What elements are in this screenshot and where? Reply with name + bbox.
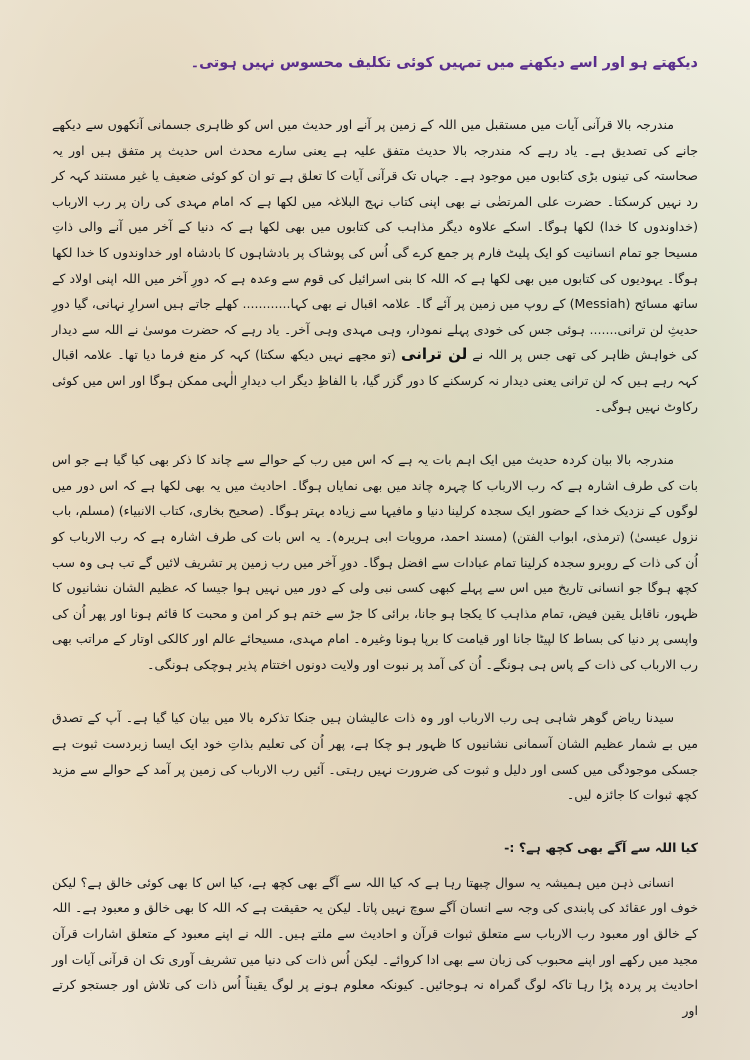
- article-body: [52, 52, 698, 1040]
- paragraph-1-text-end: (تو مجھے نہیں دیکھ سکتا) کہہ کر منع فرما دیا تھا۔ علامہ اقبال کہہ رہے ہیں کہ لن ترانی یعنی دیدار نہ کرسکنے کا دور گزر گیا، با الفاظِ دیگر اب دیدارِ الٰہی ممکن ہوگا اور اس میں کوئی رکاوٹ نہیں ہوگی۔: [52, 347, 698, 414]
- paragraph-3: سیدنا ریاض گوھر شاہی ہی رب الارباب اور وہ ذات عالیشان ہیں جنکا تذکرہ بالا میں بیان کیا گیا ہے۔ آپ کے تصدق میں بے شمار عظیم الشان آسمانی نشانیوں کا ظہور ہو چکا ہے، پھر اُن کی تعلیم بذاتِ خود ایک ایسا زبردست ثبوت ہے جسکی موجودگی میں کسی اور دلیل و ثبوت کی ضرورت نہیں رہتی۔ آئیں رب الارباب کی زمین پر آمد کے حوالے سے مزید کچھ ثبوات کا جائزہ لیں۔: [52, 710, 698, 803]
- paragraph-1-text-start: مندرجہ بالا قرآنی آیات میں مستقبل میں اللہ کے زمین پر آنے اور حدیث میں اس کو ظاہری جسمانی آنکھوں سے دیکھے جانے کی تصدیق ہے۔ یاد رہے کہ مندرجہ بالا حدیث متفق علیہ ہے یعنی سارے محدث اس حدیث پر متفق ہیں اور یہ صحاستہ کی تینوں بڑی کتابوں میں موجود ہے۔ جہاں تک قرآنی آیات کا تعلق ہے تو ان کو کوئی ضعیف یا غیر مستند کہہ کر رد نہیں کرسکتا۔ حضرت علی المرتضٰی نے بھی اپنی کتاب نہج البلاغہ میں لکھا ہے کہ امام مہدی کی ران پر رب الارباب (خداوندوں کا خدا) لکھا ہوگا۔ اسکے علاوہ دیگر مذاہب کی کتابوں میں بھی لکھا ہے کہ دنیا کے آخر میں آنے والی ذاتِ مسیحا جو تمام انسانیت کو ایک پلیٹ فارم پر جمع کرے گی اُس کی پوشاک پر بادشاہوں کا بادشاہ اور خداوندوں کا خدا لکھا ہوگا۔ یہودیوں کی کتابوں میں بھی لکھا ہے کہ اللہ کا بنی اسرائیل کی قوم سے وعدہ ہے کہ دورِ آخر میں اللہ اپنی اولاد کے ساتھ مسائح (Messiah) کے روپ میں زمین پر آئے گا۔ علامہ اقبال نے بھی کہا............ کھلے جاتے ہیں اسرارِ نہانی، گیا دورِ حدیثِ لن ترانی....... ہوئی جس کی خودی پہلے نمودار، وہی مہدی وہی آخر۔ یاد رہے کہ حضرت موسیٰ نے اللہ سے دیدار کی خواہش ظاہر کی تھی جس پر اللہ نے: [52, 117, 699, 363]
- paragraph-2: مندرجہ بالا بیان کردہ حدیث میں ایک اہم بات یہ ہے کہ اس میں رب کے حوالے سے چاند کا ذکر بھی کیا گیا ہے جو اس بات کی طرف اشارہ ہے کہ رب الارباب کا چہرہ چاند میں بھی نمایاں ہوگا۔ احادیث میں یہ بھی لکھا ہے کہ اس دور میں لوگوں کے نزدیک خدا کے حضور ایک سجدہ کرلینا دنیا و مافیہا سے زیادہ بہتر ہوگا۔ (صحیح بخاری، کتاب الانبیاء) (مسلم، باب نزول عیسیٰ) (ترمذی، ابواب الفتن) (مسند احمد، مرویات ابی ہریرہ)۔ یہ اس بات کی طرف اشارہ ہے کہ رب الارباب کو اُن کی ذات کے روبرو سجدہ کرلینا تمام عبادات سے افضل ہوگا۔ دورِ آخر میں رب زمین پر تشریف لائیں گے تب ہی وہ سب کچھ ہوگا جو انسانی تاریخ میں اس سے پہلے کبھی کسی نبی ولی کے دور میں نہیں ہوا جیسا کہ عظیم الشان نشانیوں کا ظہور، ناقابل یقین فیض، تمام مذاہب کا یکجا ہو جانا، برائی کا جڑ سے ختم ہو کر امن و محبت کا قائم ہونا اور پھر اُن کی واپسی پر دنیا کی بساط کا لپیٹا جانا اور قیامت کا برپا ہونا وغیرہ۔ امام مہدی، مسیحائے عالم اور کالکی اوتار کے مراتب بھی رب الارباب کی ذات کے پاس ہی ہونگے۔ اُن کی آمد پر نبوت اور ولایت دونوں اختتام پذیر ہوچکی ہونگی۔: [52, 452, 698, 672]
- purple-intro-line: دیکھتے ہو اور اسے دیکھنے میں تمہیں کوئی تکلیف محسوس نہیں ہوتی۔: [190, 55, 698, 71]
- paragraph-1: [52, 112, 698, 419]
- lan-tarani-emphasis: لن ترانی: [401, 345, 468, 364]
- section-question-heading: کیا اللہ سے آگے بھی کچھ ہے؟ :-: [504, 839, 698, 855]
- paragraph-4: انسانی ذہن میں ہمیشہ یہ سوال چبھتا رہا ہے کہ کیا اللہ سے آگے بھی کچھ ہے، کیا اس کا بھی کوئی خالق ہے؟ لیکن خوف اور عقائد کی پابندی کی وجہ سے انسان آگے سوچ نہیں پاتا۔ لیکن یہ حقیقت ہے کہ اللہ کا بھی خالق و معبود ہے۔ اللہ کے خالق اور معبود رب الارباب سے متعلق ثبوات قرآن و احادیث سے ملتے ہیں۔ اللہ نے اپنے معبود کے متعلق اشارات قرآن مجید میں رکھے اور اپنے محبوب کی زبان سے بھی ادا کروائے۔ لیکن اُس ذات کی دنیا میں تشریف آوری تک ان قرآنی آیات اور احادیث پر پردہ پڑا رہا تاکہ لوگ گمراہ نہ ہوجائیں۔ کیونکہ معلوم ہونے پر لوگ یقیناً اُس ذات کی تلاش اور جستجو کرتے اور: [52, 874, 698, 1018]
